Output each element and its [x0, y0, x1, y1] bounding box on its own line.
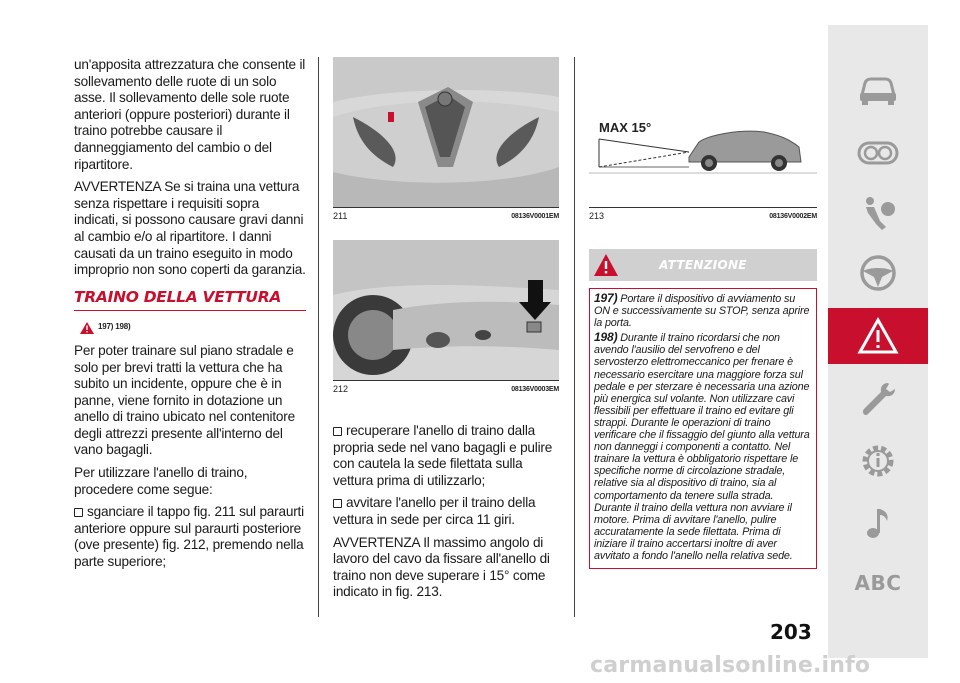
warning-item [594, 331, 812, 562]
steering-wheel-icon [856, 253, 900, 293]
figure-number: 211 [333, 211, 348, 221]
warning-item-number: 197) [594, 291, 618, 305]
warning-item [594, 292, 812, 329]
checkbox-bullet-icon [333, 499, 342, 508]
sidebar-item-multimedia[interactable] [828, 495, 928, 551]
bullet-text: sganciare il tappo fig. 211 sul paraurti anteriore oppure sul paraurti posteriore (ove presente) fig. 212, premendo nella parte superiore; [74, 504, 304, 570]
warning-item-text: Portare il dispositivo di avviamento su ON e successivamente su STOP, senza aprire la porta. [594, 293, 810, 330]
figure-image [589, 57, 817, 207]
sidebar-item-warning[interactable] [828, 308, 928, 364]
car-front-bumper-image [333, 57, 559, 207]
sidebar-item-steering[interactable] [828, 245, 928, 301]
column-2-text [333, 423, 561, 607]
figure-213 [589, 57, 817, 221]
warning-body [589, 288, 817, 569]
max-angle-label: MAX 15° [599, 120, 652, 135]
airbag-icon [856, 193, 900, 233]
sidebar-item-airbag[interactable] [828, 185, 928, 241]
page-number: 203 [770, 620, 812, 644]
chapter-sidebar [828, 25, 928, 658]
wrench-icon [856, 379, 900, 419]
paragraph-1: un'apposita attrezzatura che consente il sollevamento delle ruote di un solo asse. Il sollevamento delle sole ruote anteriori (oppure posteriori) durante il traino potrebbe causare il danneggiamento del cambio o del ripartitore. [74, 57, 306, 172]
figure-211 [333, 57, 559, 221]
section-title: TRAINO DELLA VETTURA [74, 289, 306, 312]
car-rear-bumper-image [333, 240, 559, 380]
sidebar-item-maintenance[interactable] [828, 371, 928, 427]
checkbox-bullet-icon [74, 508, 83, 517]
towing-angle-diagram [589, 57, 817, 207]
figure-code: 08136V0002EM [769, 212, 817, 220]
bullet-item [74, 504, 306, 570]
paragraph-3: Per poter trainare sul piano stradale e solo per brevi tratti la vettura che ha subito un incidente, oppure che è in panne, viene fornito in dotazione un anello di traino ubicato nel contenitore degli attrezzi presente all'interno del vano bagagli. [74, 342, 295, 458]
sidebar-item-car[interactable] [828, 61, 928, 117]
checkbox-bullet-icon [333, 427, 342, 436]
bullet-text: recuperare l'anello di traino dalla propria sede nel vano bagagli e pulire con cautela la sede filettata sulla vettura prima di utilizzarlo; [333, 423, 553, 488]
sidebar-item-dashboard[interactable] [828, 125, 928, 181]
warning-refs [80, 319, 306, 336]
sidebar-abc-label: ABC [854, 571, 902, 595]
warning-icon [856, 316, 900, 356]
paragraph-2: AVVERTENZA Se si traina una vettura senza rispettare i requisiti sopra indicati, si possono causare gravi danni al cambio e/o al ripartitore. I danni causati da un traino eseguito in modo improprio non sono coperti da garanzia. [74, 179, 306, 278]
watermark: carmanualsonline.info [590, 653, 871, 678]
warning-box [589, 249, 817, 569]
music-note-icon [856, 503, 900, 543]
figure-image [333, 57, 559, 207]
warning-item-number: 198) [594, 330, 618, 345]
warning-title: ATTENZIONE [659, 258, 747, 272]
warning-item-text: Durante il traino ricordarsi che non avendo l'ausilio del servofreno e del servosterzo elettromeccanico per frenare è necessario esercitare una maggiore forza sul pedale e per sterzare è necessaria una azione più energica sul volante. Non utilizzare cavi flessibili per effettuare il traino ed evitare gli strappi. Durante le operazioni di traino verificare che il fissaggio del giunto alla vettura non danneggi i componenti a contatto. Nel trainare la vettura è obbligatorio rispettare le specifiche norme di circolazione stradale, relative sia al dispositivo di traino, sia al comportamento da tenere sulla strada. Durante il traino della vettura non avviare il motore. Prima di avvitare l'anello, pulire accuratamente la sede filettata. Prima di iniziare il traino accertarsi inoltre di aver avvitato a fondo l'anello nella relativa sede. [594, 332, 810, 562]
warning-header [589, 249, 817, 281]
paragraph-5: AVVERTENZA Il massimo angolo di lavoro del cavo da fissare all'anello di traino non deve superare i 15° come indicato in fig. 213. [333, 534, 550, 600]
figure-number: 212 [333, 384, 349, 394]
figure-number: 213 [589, 211, 605, 221]
column-divider [318, 57, 319, 617]
figure-code: 08136V0003EM [511, 385, 559, 393]
bullet-item [333, 495, 561, 528]
bullet-text: avvitare l'anello per il traino della vettura in sede per circa 11 giri. [333, 495, 536, 527]
column-1 [74, 57, 306, 577]
figure-code: 08136V0001EM [511, 212, 559, 220]
warning-triangle-icon [80, 322, 94, 334]
warning-refs-text: 197) 198) [98, 322, 131, 332]
dashboard-icon [856, 133, 900, 173]
figure-caption [333, 380, 559, 394]
figure-212 [333, 240, 559, 394]
figure-image [333, 240, 559, 380]
warning-triangle-icon [593, 253, 619, 277]
car-icon [856, 69, 900, 109]
sidebar-item-technical[interactable] [828, 433, 928, 489]
sidebar-item-index[interactable] [828, 555, 928, 611]
figure-caption [589, 207, 817, 221]
gear-info-icon [856, 441, 900, 481]
bullet-item [333, 423, 561, 489]
figure-caption [333, 207, 559, 221]
paragraph-4: Per utilizzare l'anello di traino, procedere come segue: [74, 465, 248, 497]
column-divider [574, 57, 575, 617]
